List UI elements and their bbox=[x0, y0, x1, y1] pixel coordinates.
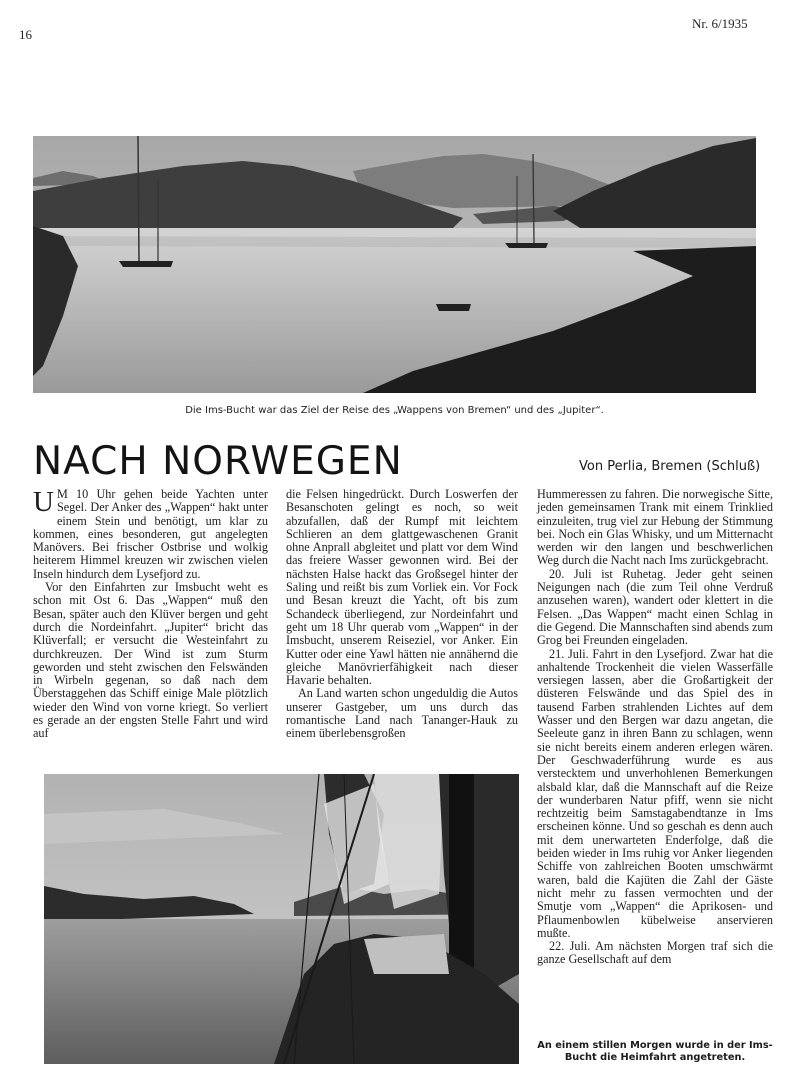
paragraph: die Felsen hingedrückt. Durch Loswerfen der Besanschoten gelingt es noch, so weit abzufallen, daß der Rumpf mit leichtem Schlieren an dem glattgewaschenen Granit ohne Anprall abgleitet und platt vor dem Wind das freiere Wasser gewonnen wird. Bei der nächsten Halse hackt das Großsegel hinter der Saling und reißt bis zum Vorliek ein. Vor Fock und Besan kreuzt die Yacht, oft bis zum Schandeck überliegend, zur Nordeinfahrt und geht um 18 Uhr querab vom „Wappen“ in der Imsbucht, unserem Reiseziel, vor Anker. Ein Kutter oder eine Yawl hätten nie annähernd die gleiche Manövrierfähigkeit nach dieser Havarie behalten. bbox=[286, 487, 518, 688]
paragraph: 22. Juli. Am nächsten Morgen traf sich die ganze Gesellschaft auf dem bbox=[537, 939, 773, 967]
article-column-3 bbox=[537, 488, 773, 967]
page-number: 16 bbox=[19, 27, 32, 42]
bottom-photo bbox=[44, 774, 519, 1064]
article-column-2 bbox=[286, 488, 518, 741]
paragraph: Vor den Einfahrten zur Imsbucht weht es schon mit Ost 6. Das „Wappen“ muß den Besan, später auch den Klüver bergen und geht durch die Nordeinfahrt. „Jupiter“ bricht das Klüverfall; er versucht die Westeinfahrt zu durchkreuzen. Der Wind ist zum Sturm geworden und steht zwischen den Felswänden in Wirbeln gegenan, so daß nach dem Überstaggehen das Schiff einige Male plötzlich wieder den Wind von vorne kriegt. So verliert es gerade an der engsten Stelle Fahrt und wird auf bbox=[33, 580, 268, 741]
drop-cap: U bbox=[33, 486, 54, 518]
paragraph: M 10 Uhr gehen beide Yachten unter Segel. Der Anker des „Wappen“ hakt unter einem Stein und benötigt, um klar zu kommen, eines besonderen, gut angelegten Manövers. Bei frischer Ostbrise und wolkig heiterem Himmel kreuzen wir zwischen vielen Inseln hindurch dem Lysefjord zu. bbox=[33, 487, 268, 581]
issue-number: Nr. 6/1935 bbox=[692, 16, 748, 31]
bottom-photo-caption: An einem stillen Morgen wurde in der Ims-Bucht die Heimfahrt angetreten. bbox=[537, 1040, 773, 1063]
paragraph: An Land warten schon ungeduldig die Autos unserer Gastgeber, um uns durch das romantische Land nach Tananger-Hauk zu einem überlebensgroßen bbox=[286, 686, 518, 741]
article-column-1 bbox=[33, 488, 268, 741]
paragraph: 21. Juli. Fahrt in den Lysefjord. Zwar hat die anhaltende Trockenheit die vielen Wasserfälle versiegen lassen, aber die Großartigkeit der düsteren Felswände und das Spiel des in tausend Farben strahlenden Lichtes auf dem Wasser und den Bergen war dazu angetan, die Seeleute ganz in ihren Bann zu schlagen, wenn sie nicht bereits einem anderen erlegen wären. Der Geschwaderführung wurde es aus verstecktem und unverhohlenen Bemerkungen alsbald klar, daß die Mannschaft auf die Reize der wunderbaren Natur pfiff, wenn sie nicht rechtzeitig beim Samstagabendtanze in Ims erscheinen könne. Und so geschah es denn auch mit dem unerwarteten Enderfolge, daß die beiden wieder in Ims ruhig vor Anker liegenden Schiffe von zahlreichen Booten umschwärmt waren, bald die Kajüten die Zahl der Gäste nicht mehr zu fassen vermochten und der Smutje vom „Wappen“ die Aprikosen- und Pflaumenbowlen kübelweise anservieren mußte. bbox=[537, 646, 773, 940]
paragraph: Hummeressen zu fahren. Die norwegische Sitte, jeden gemeinsamen Trank mit einem Trinklied einzuleiten, trug viel zur Hebung der Stimmung bei. Noch ein Glas Whisky, und um Mitternacht werden wir den langen und beschwerlichen Weg durch die Nacht nach Ims zurückgebracht. bbox=[537, 487, 773, 568]
paragraph: 20. Juli ist Ruhetag. Jeder geht seinen Neigungen nach (die zum Teil ohne Verdruß anzusehen waren), wandert oder klettert in die Felsen. „Das Wappen“ macht einen Schlag in die Gegend. Die Mannschaften sind abends zum Grog bei Freunden eingeladen. bbox=[537, 566, 773, 648]
fjord-bay-image bbox=[33, 136, 756, 393]
top-photo-caption: Die Ims-Bucht war das Ziel der Reise des „Wappens von Bremen“ und des „Jupiter“. bbox=[185, 405, 604, 416]
top-photo bbox=[33, 136, 756, 393]
article-byline: Von Perlia, Bremen (Schluß) bbox=[579, 459, 761, 474]
sailing-deck-image bbox=[44, 774, 519, 1064]
article-title: NACH NORWEGEN bbox=[33, 439, 403, 484]
